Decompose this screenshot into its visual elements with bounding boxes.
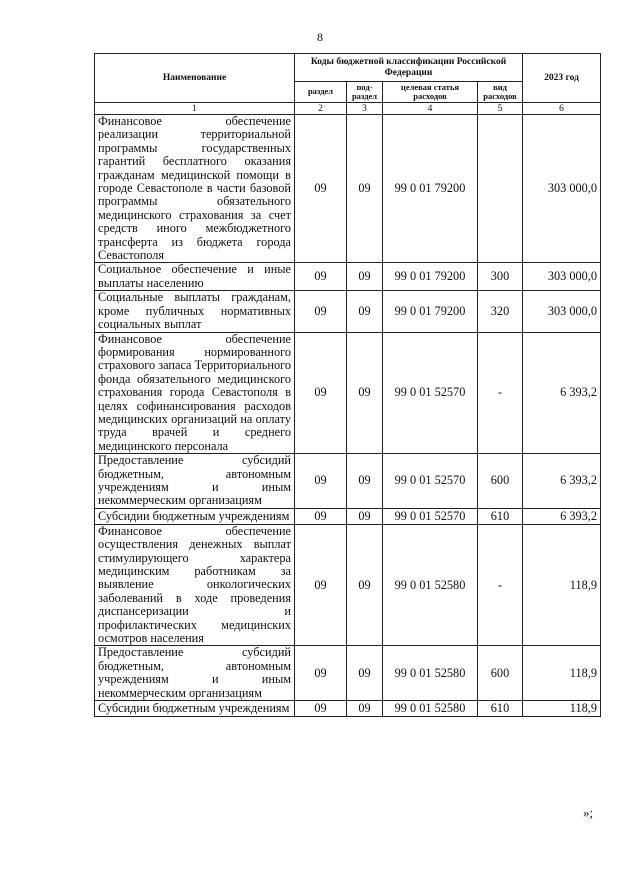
row-target: 99 0 01 79200 <box>383 263 478 291</box>
page-number: 8 <box>317 30 323 44</box>
row-podrazdel: 09 <box>347 454 383 509</box>
row-name: Предоставление субсидий бюджетным, автономным учреждениям и иным некоммерческим организациям <box>95 646 295 701</box>
row-amount: 303 000,0 <box>523 291 601 332</box>
row-target: 99 0 01 52570 <box>383 508 478 524</box>
row-target: 99 0 01 79200 <box>383 115 478 263</box>
budget-table <box>94 53 601 717</box>
row-target: 99 0 01 52580 <box>383 524 478 646</box>
header-podrazdel: под-раздел <box>347 82 383 103</box>
col-number-3: 3 <box>347 103 383 115</box>
row-target: 99 0 01 79200 <box>383 291 478 332</box>
row-name: Предоставление субсидий бюджетным, автономным учреждениям и иным некоммерческим организациям <box>95 454 295 509</box>
row-amount: 118,9 <box>523 524 601 646</box>
table-row <box>95 263 601 291</box>
row-razdel: 09 <box>295 115 347 263</box>
row-target: 99 0 01 52570 <box>383 332 478 454</box>
row-target: 99 0 01 52570 <box>383 454 478 509</box>
header-year: 2023 год <box>523 54 601 103</box>
row-podrazdel: 09 <box>347 508 383 524</box>
col-number-5: 5 <box>478 103 523 115</box>
header-vid: вид расходов <box>478 82 523 103</box>
row-razdel: 09 <box>295 646 347 701</box>
row-podrazdel: 09 <box>347 701 383 717</box>
row-name: Финансовое обеспечение осуществления денежных выплат стимулирующего характера медицинским работникам за выявление онкологических заболеваний в ходе проведения диспансеризации и профилактических медицинских осмотров населения <box>95 524 295 646</box>
row-razdel: 09 <box>295 701 347 717</box>
table-row <box>95 332 601 454</box>
row-amount: 303 000,0 <box>523 115 601 263</box>
row-vid: 610 <box>478 508 523 524</box>
header-codes-group: Коды бюджетной классификации Российской Федерации <box>295 54 523 82</box>
row-name: Субсидии бюджетным учреждениям <box>95 701 295 717</box>
col-number-4: 4 <box>383 103 478 115</box>
row-vid <box>478 115 523 263</box>
row-razdel: 09 <box>295 454 347 509</box>
col-number-1: 1 <box>95 103 295 115</box>
row-amount: 303 000,0 <box>523 263 601 291</box>
row-amount: 6 393,2 <box>523 332 601 454</box>
table-row <box>95 701 601 717</box>
row-vid: 610 <box>478 701 523 717</box>
col-number-6: 6 <box>523 103 601 115</box>
row-podrazdel: 09 <box>347 263 383 291</box>
row-podrazdel: 09 <box>347 646 383 701</box>
row-razdel: 09 <box>295 524 347 646</box>
row-amount: 6 393,2 <box>523 454 601 509</box>
row-podrazdel: 09 <box>347 115 383 263</box>
row-razdel: 09 <box>295 291 347 332</box>
table-row <box>95 508 601 524</box>
row-name: Социальное обеспечение и иные выплаты населению <box>95 263 295 291</box>
row-podrazdel: 09 <box>347 291 383 332</box>
header-target: целевая статья расходов <box>383 82 478 103</box>
header-razdel: раздел <box>295 82 347 103</box>
row-target: 99 0 01 52580 <box>383 646 478 701</box>
row-name: Финансовое обеспечение реализации территориальной программы государственных гарантий бесплатного оказания гражданам медицинской помощи в городе Севастополе в части базовой программы обязательного медицинского страхования за счет средств иного межбюджетного трансферта из бюджета города Севастополя <box>95 115 295 263</box>
table-row <box>95 115 601 263</box>
table-row <box>95 524 601 646</box>
row-target: 99 0 01 52580 <box>383 701 478 717</box>
row-vid: - <box>478 524 523 646</box>
header-name: Наименование <box>95 54 295 103</box>
col-number-2: 2 <box>295 103 347 115</box>
row-vid: 600 <box>478 646 523 701</box>
row-vid: 300 <box>478 263 523 291</box>
row-name: Социальные выплаты гражданам, кроме публичных нормативных социальных выплат <box>95 291 295 332</box>
row-name: Финансовое обеспечение формирования нормированного страхового запаса Территориального фонда обязательного медицинского страхования города Севастополя в целях софинансирования расходов медицинских организаций на оплату труда врачей и среднего медицинского персонала <box>95 332 295 454</box>
row-podrazdel: 09 <box>347 332 383 454</box>
row-name: Субсидии бюджетным учреждениям <box>95 508 295 524</box>
table-row <box>95 454 601 509</box>
row-amount: 118,9 <box>523 646 601 701</box>
row-amount: 118,9 <box>523 701 601 717</box>
row-podrazdel: 09 <box>347 524 383 646</box>
row-razdel: 09 <box>295 508 347 524</box>
row-razdel: 09 <box>295 332 347 454</box>
row-vid: - <box>478 332 523 454</box>
row-razdel: 09 <box>295 263 347 291</box>
table-row <box>95 646 601 701</box>
closing-quote-mark: »; <box>583 805 594 820</box>
row-vid: 600 <box>478 454 523 509</box>
table-row <box>95 291 601 332</box>
row-vid: 320 <box>478 291 523 332</box>
row-amount: 6 393,2 <box>523 508 601 524</box>
